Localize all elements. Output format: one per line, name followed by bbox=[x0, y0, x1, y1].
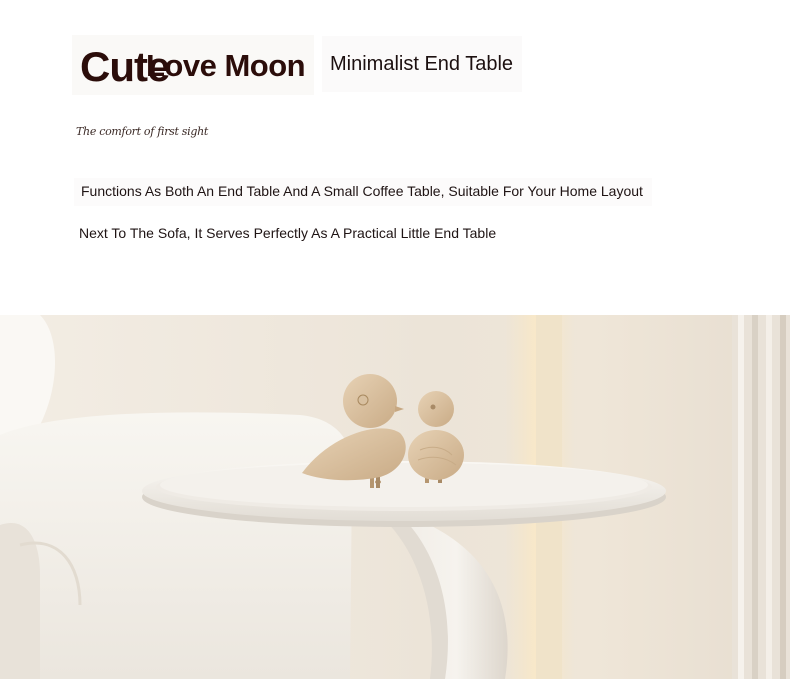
product-subtitle: Minimalist End Table bbox=[330, 53, 514, 75]
description-line-2: Next To The Sofa, It Serves Perfectly As A Practical Little End Table bbox=[79, 225, 497, 241]
brand-title-love-moon: Love Moon bbox=[146, 48, 306, 83]
brand-title-cute: Cute bbox=[80, 43, 170, 90]
wall-panel-trim bbox=[732, 315, 790, 679]
script-tagline: The comfort of first sight bbox=[76, 125, 209, 138]
description-line-1: Functions As Both An End Table And A Small Coffee Table, Suitable For Your Home Layout bbox=[81, 183, 643, 199]
product-header bbox=[0, 0, 790, 315]
round-table-top bbox=[142, 461, 666, 527]
product-photo bbox=[0, 315, 790, 679]
